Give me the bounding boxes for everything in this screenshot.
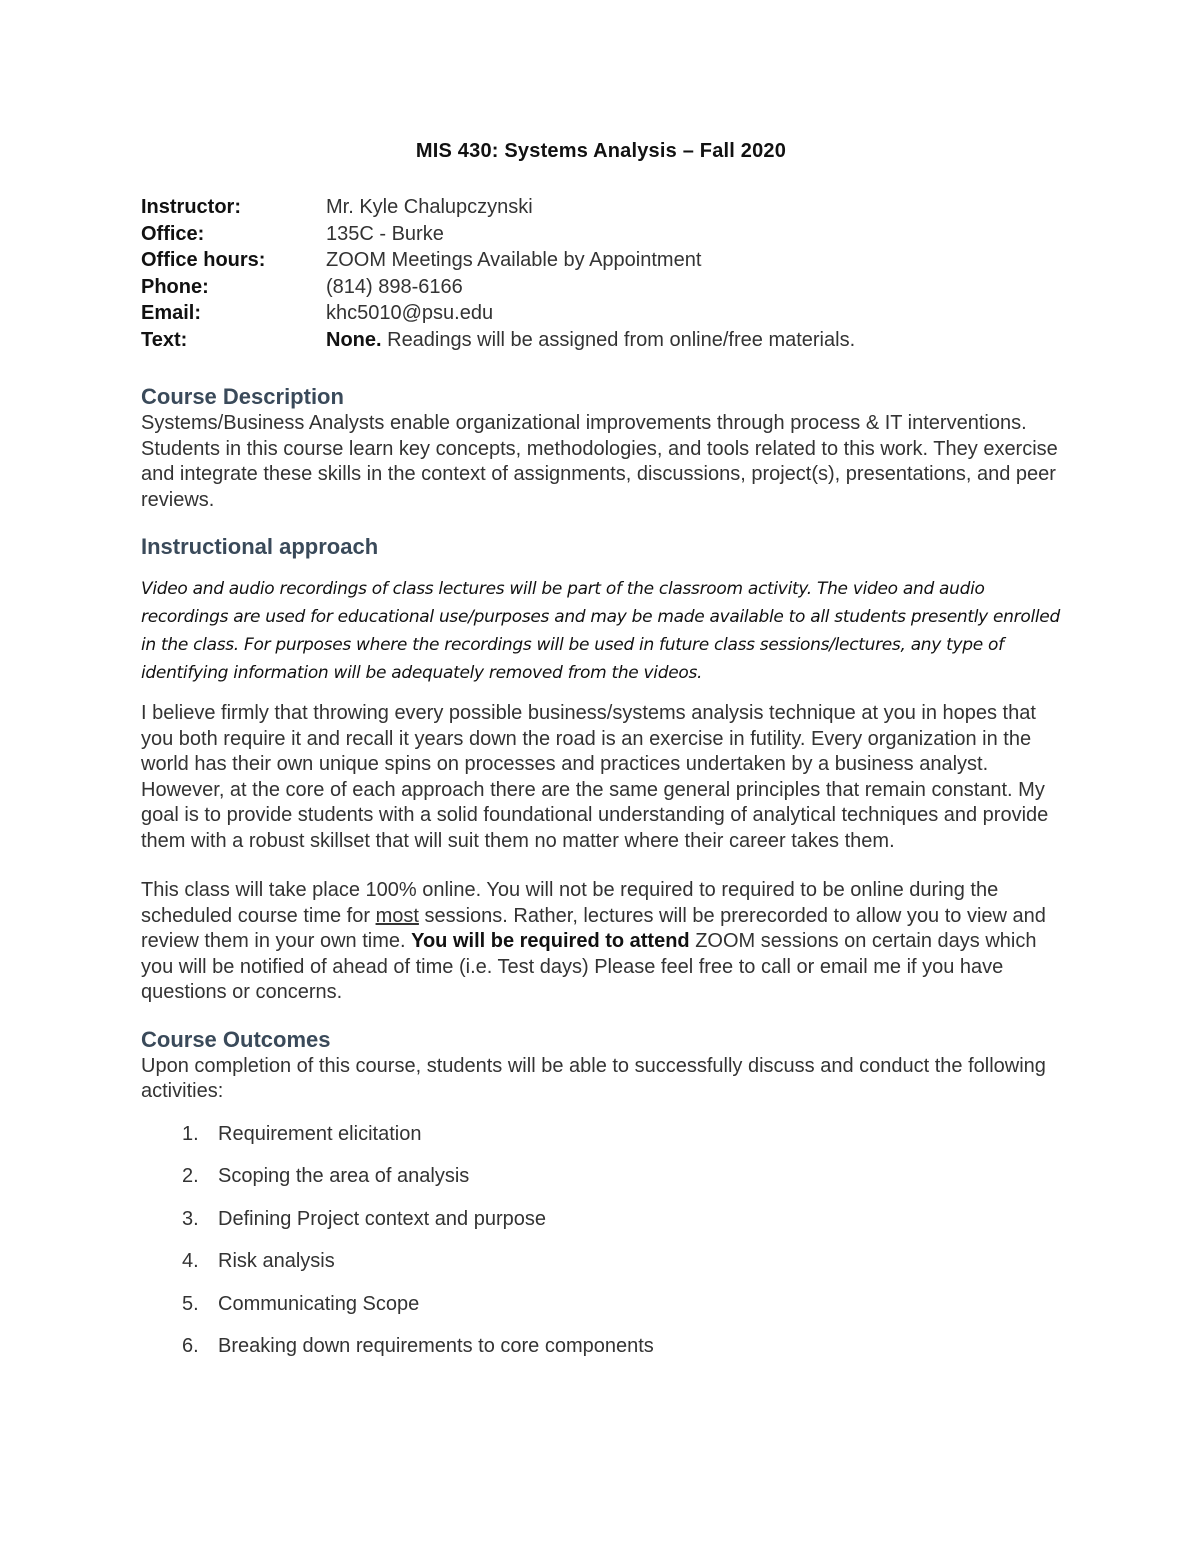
- page-title: MIS 430: Systems Analysis – Fall 2020: [415, 140, 787, 162]
- list-text: Requirement elicitation: [218, 1122, 422, 1145]
- info-value: [326, 327, 855, 354]
- info-row-instructor: [141, 194, 1061, 221]
- info-label: Text:: [141, 328, 188, 351]
- info-label: Office hours:: [141, 249, 266, 271]
- course-description-heading: Course Description: [141, 384, 344, 409]
- recording-notice: Video and audio recordings of class lectures will be part of the classroom activity. The video and audio recordings are used for educational use/purposes and may be made available to all students presently enrolled in the class. For purposes where the recordings will be used in future class sessions/lectures, any type of identifying information will be adequately removed from the videos.: [141, 579, 1060, 683]
- list-text: Breaking down requirements to core components: [218, 1335, 654, 1357]
- list-number: 4.: [182, 1250, 199, 1272]
- info-row-phone: [141, 274, 1061, 301]
- approach-paragraph: I believe firmly that throwing every possible business/systems analysis technique at you in hopes that you both require it and recall it years down the road is an exercise in futility. Every organization in the world has their own unique spins on processes and practices undertaken by a business analyst. However, at the core of each approach there are the same general principles that remain constant. My goal is to provide students with a solid foundational understanding of analytical techniques and provide them with a robust skillset that will suit them no matter where their career takes them.: [141, 702, 1049, 852]
- list-text: Scoping the area of analysis: [218, 1165, 470, 1187]
- required-attend-bold: You will be required to attend: [411, 930, 690, 952]
- info-row-email: [141, 300, 1061, 327]
- course-info: [141, 194, 1061, 353]
- course-outcomes-intro: Upon completion of this course, students will be able to successfully discuss and conduct the following activities:: [141, 1054, 1046, 1102]
- section-gap: [141, 513, 1061, 533]
- info-value: Mr. Kyle Chalupczynski: [326, 196, 533, 218]
- list-item: [141, 1333, 1061, 1359]
- course-outcomes-heading: Course Outcomes: [141, 1026, 331, 1052]
- course-description-body: Systems/Business Analysts enable organizational improvements through process & IT interventions. Students in this course learn key concepts, methodologies, and tools related to this work. They exercise and integrate these skills in the context of assignments, discussions, project(s), presentations, and peer reviews.: [141, 412, 1058, 511]
- info-value: ZOOM Meetings Available by Appointment: [326, 249, 702, 271]
- info-value: 135C - Burke: [326, 222, 444, 245]
- list-item: [141, 1206, 1061, 1232]
- info-row-office: [141, 221, 1061, 248]
- info-label: Instructor:: [141, 196, 241, 218]
- list-text: Communicating Scope: [218, 1292, 420, 1315]
- list-item: [141, 1121, 1061, 1147]
- online-text-b: sessions. Rather, lectures will be prerecorded to allow you to view and review them in your own time.: [141, 904, 1046, 952]
- list-number: 3.: [182, 1207, 199, 1230]
- list-text: Risk analysis: [218, 1250, 335, 1272]
- email-value: khc5010@psu.edu: [326, 302, 494, 324]
- underlined-most: most: [375, 904, 419, 927]
- list-item: [141, 1163, 1061, 1189]
- info-row-office-hours: [141, 247, 1061, 274]
- outcomes-list: [141, 1121, 1061, 1360]
- list-number: 1.: [182, 1122, 199, 1145]
- online-class-paragraph: [141, 878, 1061, 1006]
- text-readings: Readings will be assigned from online/free materials.: [381, 328, 856, 351]
- list-item: [141, 1291, 1061, 1317]
- info-label: Phone:: [141, 275, 209, 298]
- online-text-c: ZOOM sessions on certain days which you will be notified of ahead of time (i.e. Test days) Please feel free to call or email me if you have questions or concerns.: [141, 930, 1037, 1003]
- text-none-bold: None.: [326, 328, 382, 351]
- list-number: 5.: [182, 1292, 199, 1315]
- info-value: (814) 898-6166: [326, 275, 463, 298]
- list-number: 6.: [182, 1335, 199, 1357]
- info-label: Email:: [141, 302, 202, 324]
- online-text-a: This class will take place 100% online. You will not be required to required to be online during the scheduled course time for: [141, 879, 999, 927]
- info-label: Office:: [141, 222, 205, 245]
- list-number: 2.: [182, 1165, 199, 1187]
- list-item: [141, 1248, 1061, 1274]
- document-content: [141, 140, 1061, 1376]
- section-gap: [141, 1006, 1061, 1026]
- instructional-approach-heading: Instructional approach: [141, 534, 379, 559]
- info-row-text: [141, 327, 1061, 354]
- list-text: Defining Project context and purpose: [218, 1207, 546, 1230]
